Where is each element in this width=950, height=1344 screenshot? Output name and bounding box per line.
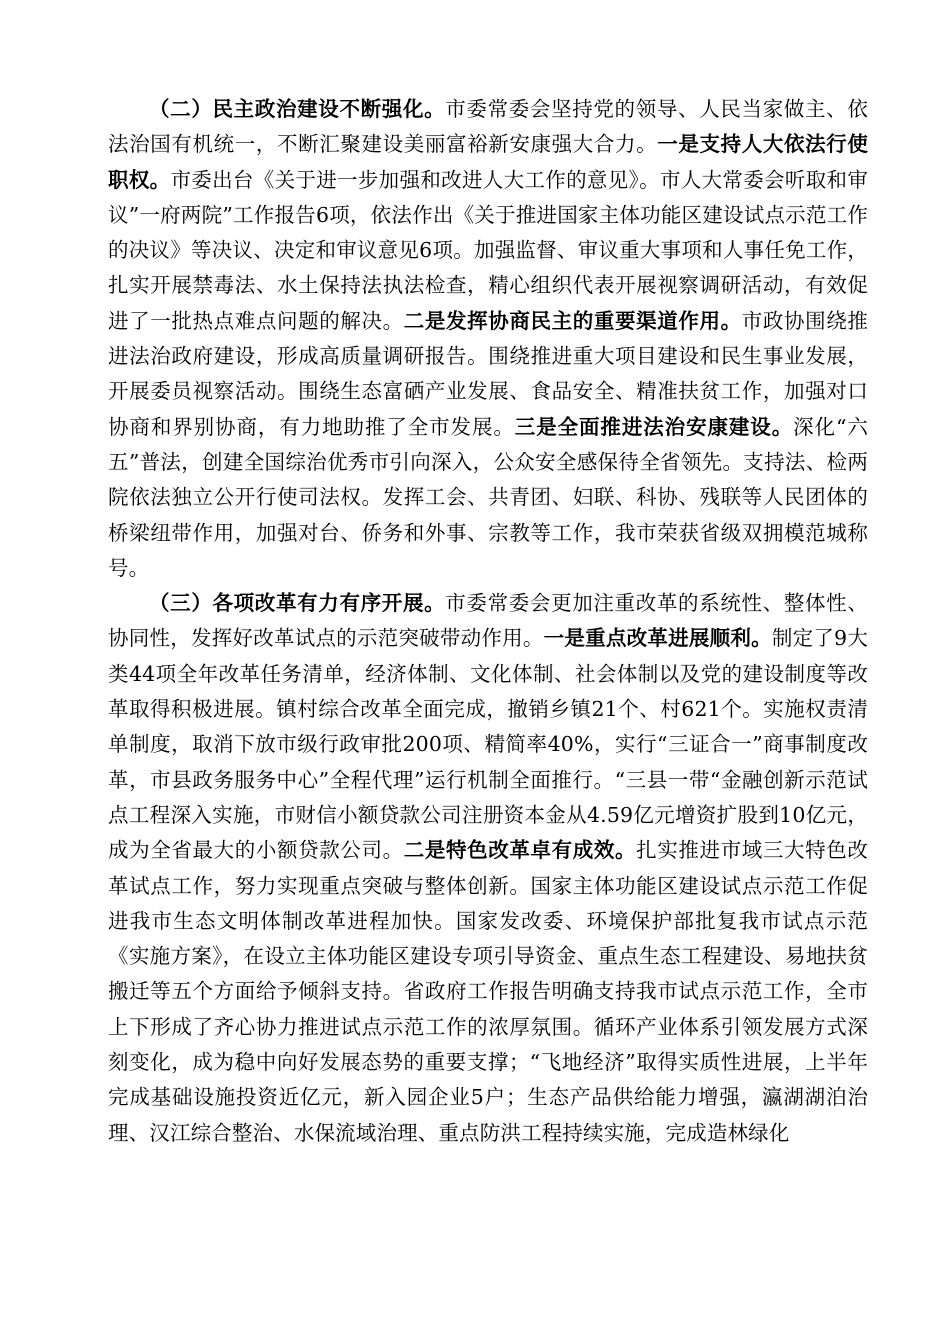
point-heading-1: 一是重点改革进展顺利。 [543, 626, 772, 651]
body-text: 深化“六五”普法，创建全国综治优秀市引向深入，公众安全感保待全省领先。支持法、检两院依法独立公开行使司法权。发挥工会、共青团、妇联、科协、残联等人民团体的桥梁纽带作用，加强对台、侨务和外事、宗教等工作，我市荣获省级双拥模范城称号。 [108, 414, 868, 580]
body-text: 制定了9大类44项全年改革任务清单，经济体制、文化体制、社会体制以及党的建设制度等改革取得积极进展。镇村综合改革全面完成，撤销乡镇21个、村621个。实施权责清单制度，取消下放市级行政审批200项、精简率40%，实行“三证合一”商事制度改革，市县政务服务中心”全程代理”运行机制全面推行。“三县一带“金融创新示范试点工程深入实施，市财信小额贷款公司注册资本金从4.59亿元增资扩股到10亿元，成为全省最大的小额贷款公司。 [108, 626, 868, 863]
body-text: 市委常委会更加注重改革的系统性、整体性、协同性，发挥好改革试点的示范突破带动作用。 [108, 591, 868, 651]
point-heading-2: 二是发挥协商民主的重要渠道作用。 [403, 308, 742, 333]
paragraph-democratic-politics [108, 92, 868, 586]
point-heading-2: 二是特色改革卓有成效。 [403, 838, 637, 863]
point-heading-1: 一是支持人大依法行使职权。 [108, 132, 869, 192]
body-text: 市委常委会坚持党的领导、人民当家做主、依法治国有机统一，不断汇聚建设美丽富裕新安康强大合力。 [108, 97, 868, 157]
section-heading-2: （二）民主政治建设不断强化。 [149, 97, 446, 121]
body-text: 扎实推进市域三大特色改革试点工作，努力实现重点突破与整体创新。国家主体功能区建设试点示范工作促进我市生态文明体制改革进程加快。国家发改委、环境保护部批复我市试点示范《实施方案》，在设立主体功能区建设专项引导资金、重点生态工程建设、易地扶贫搬迁等五个方面给予倾斜支持。省政府工作报告明确支持我市试点示范工作，全市上下形成了齐心协力推进试点示范工作的浓厚氛围。循环产业体系引领发展方式深刻变化，成为稳中向好发展态势的重要支撑；“飞地经济”取得实质性进展，上半年完成基础设施投资近亿元，新入园企业5户；生态产品供给能力增强，瀛湖湖泊治理、汉江综合整治、水保流域治理、重点防洪工程持续实施，完成造林绿化 [108, 838, 868, 1145]
section-heading-3: （三）各项改革有力有序开展。 [149, 591, 446, 616]
body-text: 市委出台《关于进一步加强和改进人大工作的意见》。市人大常委会听取和审议”一府两院”工作报告6项，依法作出《关于推进国家主体功能区建设试点示范工作的决议》等决议、决定和审议意见6项。加强监督、审议重大事项和人事任免工作，扎实开展禁毒法、水土保持法执法检查，精心组织代表开展视察调研活动，有效促进了一批热点难点问题的解决。 [108, 167, 868, 333]
body-text: 市政协围绕推进法治政府建设，形成高质量调研报告。围绕推进重大项目建设和民生事业发展，开展委员视察活动。围绕生态富硒产业发展、食品安全、精准扶贫工作，加强对口协商和界别协商，有力地助推了全市发展。 [108, 308, 868, 439]
point-heading-3: 三是全面推进法治安康建设。 [514, 414, 794, 439]
paragraph-reform [108, 586, 868, 1151]
